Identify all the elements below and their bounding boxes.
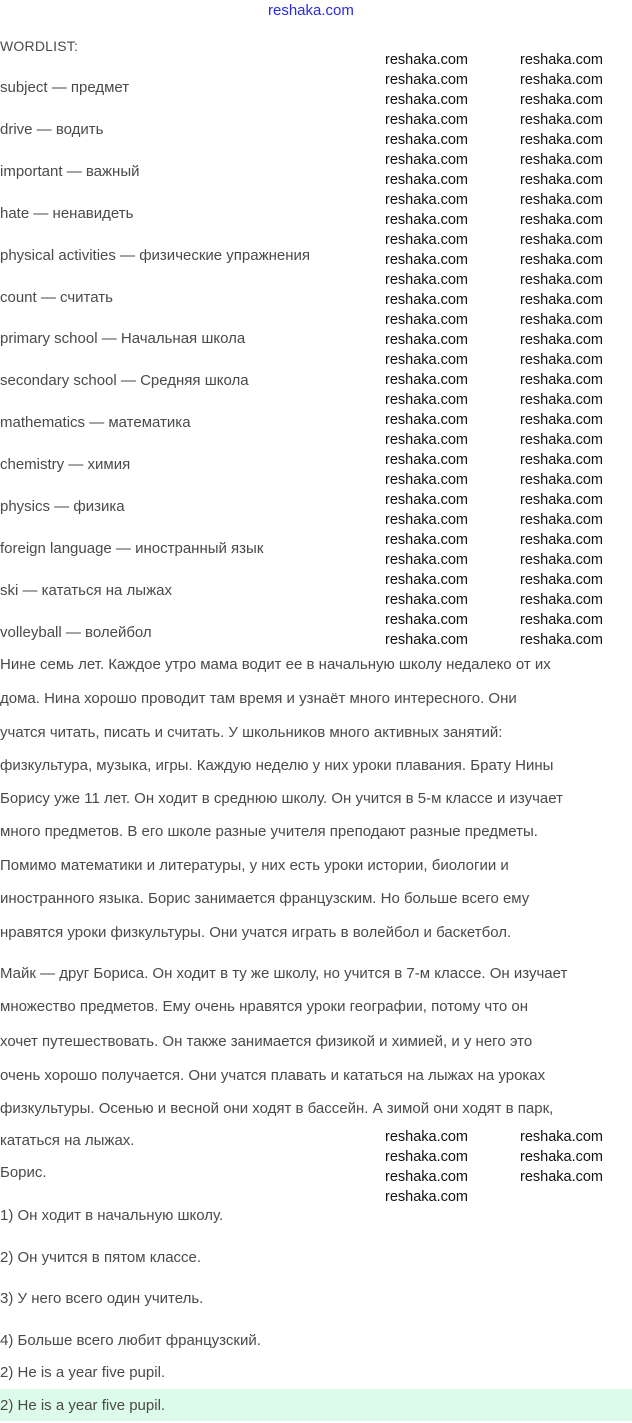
watermark: reshaka.com — [385, 252, 469, 268]
watermark: reshaka.com — [385, 452, 469, 468]
wordlist-item: physical activities — физические упражнения — [0, 246, 311, 264]
watermark: reshaka.com — [385, 592, 469, 608]
watermark: reshaka.com — [520, 332, 604, 348]
watermark: reshaka.com — [520, 352, 604, 368]
watermark: reshaka.com — [385, 552, 469, 568]
text-line: кататься на лыжах. — [0, 1132, 135, 1149]
text-line: физкультуры. Осенью и весной они ходят в бассейн. А зимой они ходят в парк, — [0, 1100, 554, 1117]
site-link[interactable]: reshaka.com — [268, 2, 354, 19]
watermark: reshaka.com — [385, 232, 469, 248]
watermark: reshaka.com — [520, 532, 604, 548]
answer-option: 4) Больше всего любит французский. — [0, 1332, 261, 1349]
wordlist-item: secondary school — Средняя школа — [0, 372, 249, 390]
watermark: reshaka.com — [385, 1169, 469, 1185]
watermark: reshaka.com — [520, 212, 604, 228]
watermark: reshaka.com — [520, 72, 604, 88]
watermark: reshaka.com — [520, 1169, 604, 1185]
watermark: reshaka.com — [520, 112, 604, 128]
text-line: Помимо математики и литературы, у них есть уроки истории, биологии и — [0, 857, 509, 874]
text-line: Борис. — [0, 1164, 47, 1181]
wordlist-item: foreign language — иностранный язык — [0, 539, 264, 557]
watermark: reshaka.com — [520, 1149, 604, 1165]
watermark: reshaka.com — [385, 152, 469, 168]
wordlist-item: chemistry — химия — [0, 456, 131, 474]
watermark: reshaka.com — [385, 412, 469, 428]
wordlist-item: mathematics — математика — [0, 414, 191, 432]
text-line: много предметов. В его школе разные учителя преподают разные предметы. — [0, 823, 538, 840]
watermark: reshaka.com — [385, 52, 469, 68]
watermark: reshaka.com — [385, 352, 469, 368]
watermark: reshaka.com — [385, 192, 469, 208]
watermark: reshaka.com — [385, 292, 469, 308]
watermark: reshaka.com — [520, 252, 604, 268]
answer-text: 2) He is a year five pupil. — [0, 1364, 166, 1381]
text-line: Нине семь лет. Каждое утро мама водит ее в начальную школу недалеко от их — [0, 656, 551, 673]
answer-highlighted-text: 2) He is a year five pupil. — [0, 1397, 166, 1414]
watermark: reshaka.com — [520, 1129, 604, 1145]
watermark: reshaka.com — [385, 272, 469, 288]
watermark: reshaka.com — [520, 232, 604, 248]
watermark: reshaka.com — [520, 572, 604, 588]
answer-option: 3) У него всего один учитель. — [0, 1290, 204, 1307]
watermark: reshaka.com — [385, 1149, 469, 1165]
text-line: Майк — друг Бориса. Он ходит в ту же школу, но учится в 7-м классе. Он изучает — [0, 965, 568, 982]
watermark: reshaka.com — [385, 392, 469, 408]
text-line: Борису уже 11 лет. Он ходит в среднюю школу. Он учится в 5-м классе и изучает — [0, 790, 563, 807]
text-line: множество предметов. Ему очень нравятся уроки географии, потому что он — [0, 998, 529, 1015]
watermark: reshaka.com — [520, 512, 604, 528]
wordlist-item: hate — ненавидеть — [0, 204, 134, 222]
watermark: reshaka.com — [385, 372, 469, 388]
text-line: учатся читать, писать и считать. У школьников много активных занятий: — [0, 724, 503, 741]
wordlist-item: drive — водить — [0, 120, 104, 138]
watermark: reshaka.com — [520, 472, 604, 488]
wordlist-item: ski — кататься на лыжах — [0, 581, 172, 599]
text-line: иностранного языка. Борис занимается французским. Но больше всего ему — [0, 890, 530, 907]
watermark: reshaka.com — [520, 392, 604, 408]
watermark: reshaka.com — [520, 272, 604, 288]
text-line: физкультура, музыка, игры. Каждую неделю у них уроки плавания. Брату Нины — [0, 757, 554, 774]
watermark: reshaka.com — [385, 1129, 469, 1145]
watermark: reshaka.com — [520, 312, 604, 328]
answer-option: 2) Он учится в пятом классе. — [0, 1249, 202, 1266]
wordlist-item: count — считать — [0, 288, 113, 306]
text-line: очень хорошо получается. Они учатся плавать и кататься на лыжах на уроках — [0, 1067, 546, 1084]
watermark: reshaka.com — [385, 512, 469, 528]
watermark: reshaka.com — [385, 312, 469, 328]
wordlist-item: important — важный — [0, 162, 140, 180]
watermark: reshaka.com — [520, 172, 604, 188]
wordlist-title: WORDLIST: — [0, 38, 79, 54]
text-line: хочет путешествовать. Он также занимается физикой и химией, и у него это — [0, 1033, 533, 1050]
watermark: reshaka.com — [385, 332, 469, 348]
watermark: reshaka.com — [520, 132, 604, 148]
text-line: нравятся уроки физкультуры. Они учатся играть в волейбол и баскетбол. — [0, 924, 512, 941]
wordlist-item: subject — предмет — [0, 79, 130, 96]
watermark: reshaka.com — [385, 432, 469, 448]
watermark: reshaka.com — [520, 92, 604, 108]
watermark: reshaka.com — [385, 172, 469, 188]
watermark: reshaka.com — [385, 132, 469, 148]
watermark: reshaka.com — [385, 632, 469, 648]
watermark: reshaka.com — [385, 572, 469, 588]
watermark: reshaka.com — [385, 532, 469, 548]
watermark: reshaka.com — [520, 492, 604, 508]
watermark: reshaka.com — [385, 492, 469, 508]
answer-option: 1) Он ходит в начальную школу. — [0, 1207, 224, 1224]
wordlist-item: primary school — Начальная школа — [0, 330, 246, 348]
watermark: reshaka.com — [520, 192, 604, 208]
watermark: reshaka.com — [520, 372, 604, 388]
watermark: reshaka.com — [520, 292, 604, 308]
watermark: reshaka.com — [520, 452, 604, 468]
watermark: reshaka.com — [520, 552, 604, 568]
watermark: reshaka.com — [385, 212, 469, 228]
watermark: reshaka.com — [520, 632, 604, 648]
watermark: reshaka.com — [520, 592, 604, 608]
wordlist-item: physics — физика — [0, 498, 125, 515]
watermark: reshaka.com — [520, 412, 604, 428]
watermark: reshaka.com — [520, 612, 604, 628]
watermark: reshaka.com — [385, 1189, 469, 1205]
watermark: reshaka.com — [520, 152, 604, 168]
watermark: reshaka.com — [385, 612, 469, 628]
watermark: reshaka.com — [520, 52, 604, 68]
watermark: reshaka.com — [385, 72, 469, 88]
text-line: дома. Нина хорошо проводит там время и узнаёт много интересного. Они — [0, 690, 517, 707]
watermark: reshaka.com — [520, 432, 604, 448]
watermark: reshaka.com — [385, 92, 469, 108]
watermark: reshaka.com — [385, 472, 469, 488]
wordlist-item: volleyball — волейбол — [0, 623, 152, 641]
watermark: reshaka.com — [385, 112, 469, 128]
